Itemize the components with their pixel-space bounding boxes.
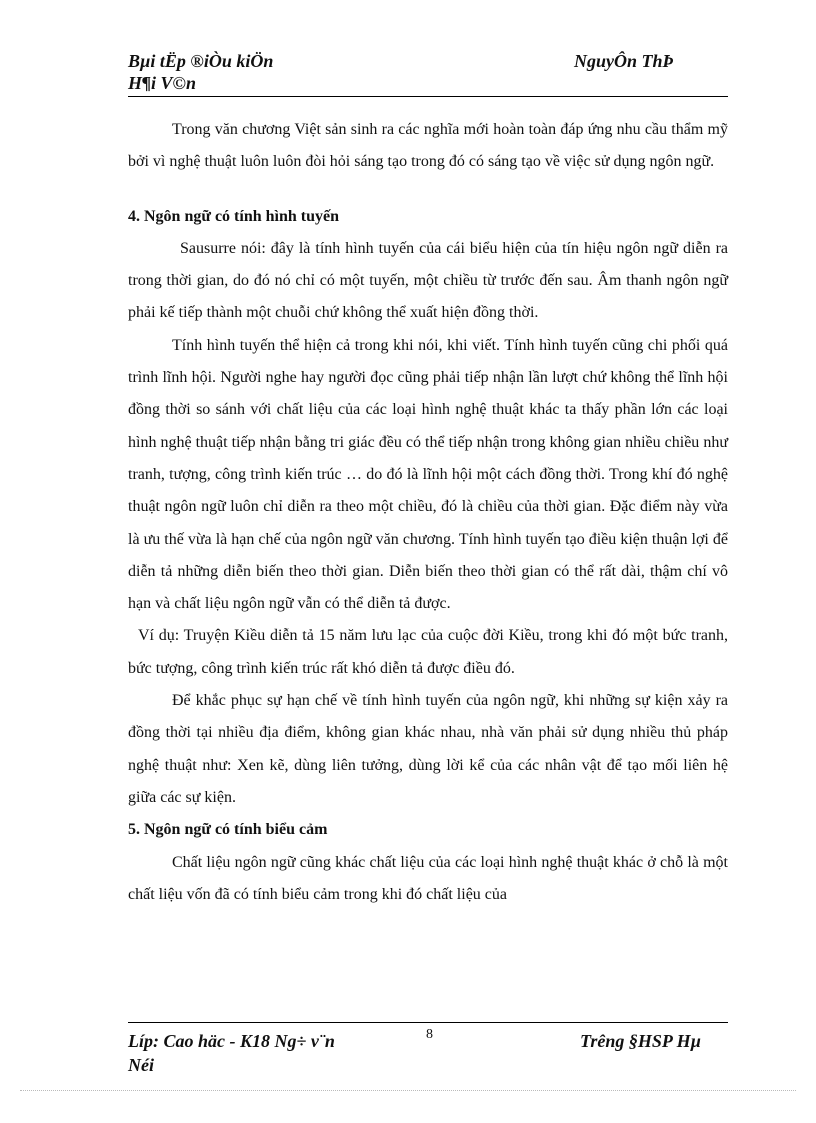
paragraph-5: Để khắc phục sự hạn chế về tính hình tuyến của ngôn ngữ, khi những sự kiện xảy ra đồng thời tại nhiều địa điểm, không gian khác nhau, nhà văn phải sử dụng nhiều thủ pháp nghệ thuật như: Xen kẽ, dùng liên tưởng, dùng lời kể của các nhân vật để tạo mối liên hệ giữa các sự kiện. [128, 692, 728, 806]
body-text [128, 114, 728, 911]
page-footer [128, 1022, 728, 1083]
paragraph-2: Sausurre nói: đây là tính hình tuyến của cái biểu hiện của tín hiệu ngôn ngữ diễn ra trong thời gian, do đó nó chỉ có một tuyến, một chiều từ trước đến sau. Âm thanh ngôn ngữ phải kế tiếp thành một chuỗi chứ không thể xuất hiện đồng thời. [128, 239, 728, 322]
footer-right: Trêng §HSP Hµ [580, 1031, 702, 1051]
paragraph-example: Ví dụ: Truyện Kiều diễn tả 15 năm lưu lạc của cuộc đời Kiều, trong khi đó một bức tranh, bức tượng, công trình kiến trúc rất khó diễn tả được điều đó. [128, 627, 728, 677]
footer-left-line1: Líp: Cao häc - K18 Ng÷ v¨n [128, 1031, 335, 1051]
header-left [128, 50, 273, 94]
section-heading-4: 4. Ngôn ngữ có tính hình tuyến [128, 207, 339, 225]
header-left-line2: H¶i V©n [128, 73, 196, 93]
header-right: NguyÔn ThÞ [574, 51, 674, 71]
section-heading-5: 5. Ngôn ngữ có tính biểu cảm [128, 821, 328, 839]
paragraph-6: Chất liệu ngôn ngữ cũng khác chất liệu của các loại hình nghệ thuật khác ở chỗ là một chất liệu vốn đã có tính biểu cảm trong khi đó chất liệu của [128, 853, 728, 903]
page-number: 8 [426, 1027, 433, 1042]
paragraph-1: Trong văn chương Việt sản sinh ra các nghĩa mới hoàn toàn đáp ứng nhu cầu thẩm mỹ bởi vì nghệ thuật luôn luôn đòi hỏi sáng tạo trong đó có sáng tạo về việc sử dụng ngôn ngữ. [128, 121, 728, 171]
footer-left [128, 1029, 335, 1077]
footer-left-line2: Néi [128, 1055, 154, 1075]
page-bottom-dotted-line [20, 1090, 796, 1091]
paragraph-3: Tính hình tuyến thể hiện cả trong khi nói, khi viết. Tính hình tuyến cũng chi phối quá trình lĩnh hội. Người nghe hay người đọc cũng phải tiếp nhận lần lượt chứ không thể lĩnh hội đồng thời so sánh với chất liệu của các loại hình nghệ thuật khác ta thấy phần lớn các loại hình nghệ thuật tiếp nhận bằng tri giác đều có thể tiếp nhận trong không gian nhiều chiều như tranh, tượng, công trình kiến trúc … do đó là lĩnh hội một cách đồng thời. Trong khí đó nghệ thuật ngôn ngữ luôn chỉ diễn ra theo một chiều, đó là chiều của thời gian. Đặc điểm này vừa là ưu thế vừa là hạn chế của ngôn ngữ văn chương. Tính hình tuyến tạo điều kiện thuận lợi để diễn tả những diễn biến theo thời gian. Diễn biến theo thời gian có thể rất dài, thậm chí vô hạn và chất liệu ngôn ngữ vẫn có thể diễn tả được. [128, 336, 728, 613]
header-left-line1: Bµi tËp ®iÒu kiÖn [128, 51, 274, 71]
page-header [128, 46, 728, 97]
